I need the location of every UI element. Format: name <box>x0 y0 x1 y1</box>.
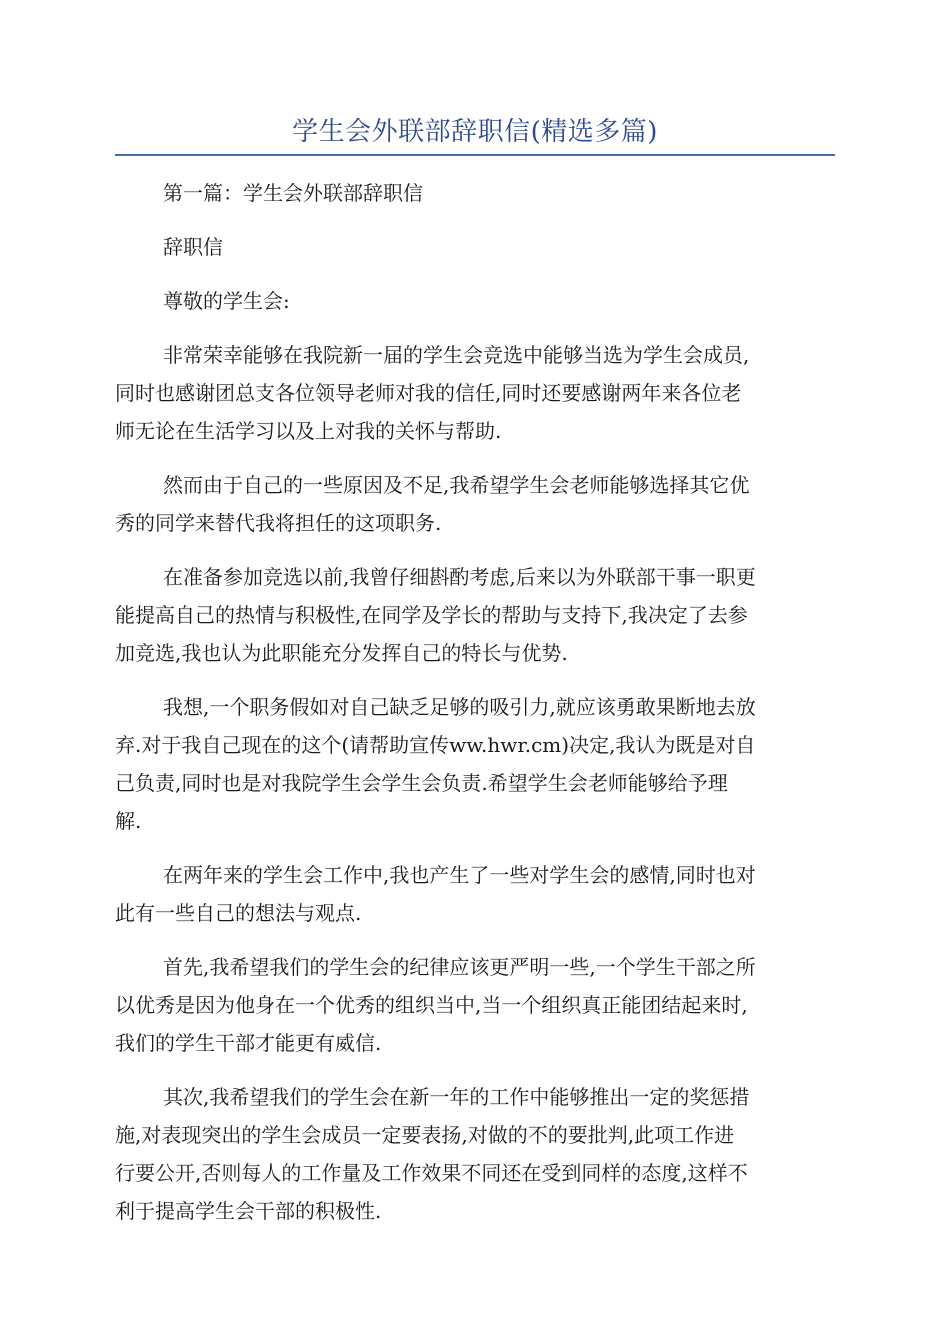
paragraph-line: 以优秀是因为他身在一个优秀的组织当中,当一个组织真正能团结起来时, <box>115 993 748 1017</box>
paragraph <box>115 948 835 1062</box>
document-title: 学生会外联部辞职信(精选多篇) <box>292 117 658 147</box>
paragraph-line: 其次,我希望我们的学生会在新一年的工作中能够推出一定的奖惩措 <box>163 1085 750 1109</box>
paragraph <box>115 174 835 212</box>
paragraph <box>115 688 835 840</box>
paragraph-line: 此有一些自己的想法与观点. <box>115 901 362 925</box>
paragraph <box>115 558 835 672</box>
paragraph <box>115 1078 835 1230</box>
paragraph-line: 秀的同学来替代我将担任的这项职务. <box>115 511 442 535</box>
paragraph <box>115 856 835 932</box>
paragraph-line: 辞职信 <box>163 235 223 259</box>
paragraph <box>115 228 835 266</box>
paragraph-line: 非常荣幸能够在我院新一届的学生会竞选中能够当选为学生会成员, <box>163 343 750 367</box>
paragraph-line: 弃.对于我自己现在的这个(请帮助宣传ww.hwr.cm)决定,我认为既是对自 <box>115 733 756 757</box>
document-body <box>115 174 835 1246</box>
paragraph-line: 利于提高学生会干部的积极性. <box>115 1199 382 1223</box>
paragraph-line: 解. <box>115 809 142 833</box>
paragraph-line: 同时也感谢团总支各位领导老师对我的信任,同时还要感谢两年来各位老 <box>115 381 742 405</box>
paragraph <box>115 466 835 542</box>
title-underline <box>115 154 835 156</box>
paragraph-line: 我们的学生干部才能更有威信. <box>115 1031 382 1055</box>
paragraph-line: 行要公开,否则每人的工作量及工作效果不同还在受到同样的态度,这样不 <box>115 1161 748 1185</box>
paragraph-line: 师无论在生活学习以及上对我的关怀与帮助. <box>115 419 502 443</box>
paragraph-line: 在准备参加竞选以前,我曾仔细斟酌考虑,后来以为外联部干事一职更 <box>163 565 756 589</box>
paragraph <box>115 282 835 320</box>
paragraph-line: 能提高自己的热情与积极性,在同学及学长的帮助与支持下,我决定了去参 <box>115 603 748 627</box>
paragraph-line: 尊敬的学生会: <box>163 289 290 313</box>
paragraph-line: 我想,一个职务假如对自己缺乏足够的吸引力,就应该勇敢果断地去放 <box>163 695 756 719</box>
paragraph-line: 施,对表现突出的学生会成员一定要表扬,对做的不的要批判,此项工作进 <box>115 1123 735 1147</box>
paragraph-line: 首先,我希望我们的学生会的纪律应该更严明一些,一个学生干部之所 <box>163 955 756 979</box>
paragraph-line: 在两年来的学生会工作中,我也产生了一些对学生会的感情,同时也对 <box>163 863 756 887</box>
paragraph-line: 然而由于自己的一些原因及不足,我希望学生会老师能够选择其它优 <box>163 473 750 497</box>
paragraph-line: 己负责,同时也是对我院学生会学生会负责.希望学生会老师能够给予理 <box>115 771 728 795</box>
paragraph-line: 加竞选,我也认为此职能充分发挥自己的特长与优势. <box>115 641 568 665</box>
paragraph <box>115 336 835 450</box>
paragraph-line: 第一篇：学生会外联部辞职信 <box>163 181 423 205</box>
